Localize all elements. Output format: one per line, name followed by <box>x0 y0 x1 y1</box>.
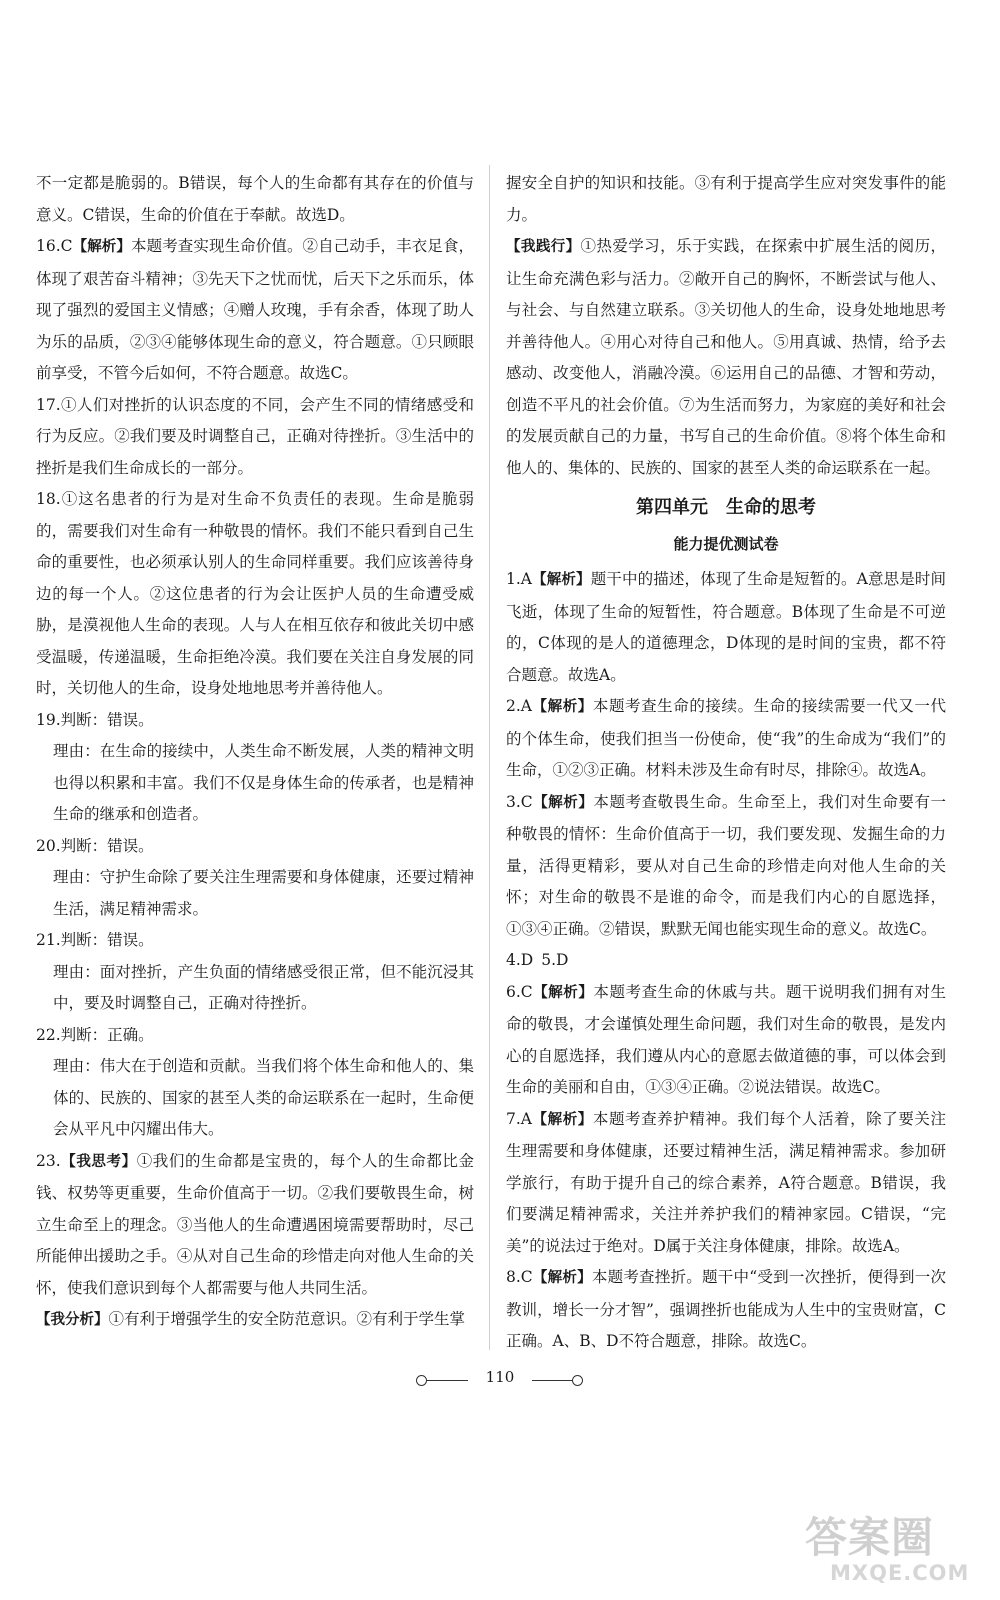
section-tag: 【解析】 <box>72 239 131 255</box>
answer-text: 判断：正确。 <box>60 1025 154 1044</box>
answer-paragraph <box>36 705 474 737</box>
answer-text: 本题考查敬畏生命。生命至上，我们对生命要有一种敬畏的情怀：生命价值高于一切，我们要发现、发掘生命的力量，活得更精彩，要从对自己生命的珍惜走向对他人生命的关怀；对生命的敬畏不是谁的命令，而是我们内心的自愿选择，①③④正确。②错误，默默无闻也能实现生命的意义。故选C。 <box>506 792 946 938</box>
footer-ornament-left <box>416 1375 427 1386</box>
question-number: 8.C <box>506 1268 533 1286</box>
answer-paragraph <box>506 945 946 977</box>
question-number: 23. <box>36 1151 61 1170</box>
section-tag: 【解析】 <box>532 1270 592 1286</box>
answer-text: 5.D <box>541 951 569 969</box>
watermark-logo <box>800 1505 980 1595</box>
answer-paragraph <box>36 831 474 863</box>
answer-text: 判断：错误。 <box>60 836 154 855</box>
answer-text: 不一定都是脆弱的。B错误，每个人的生命都有其存在的价值与意义。C错误，生命的价值在于奉献。故选D。 <box>36 174 474 224</box>
page-footer <box>0 1358 1000 1398</box>
right-column-continued <box>506 168 946 484</box>
watermark-url: MXQE.COM <box>830 1561 970 1585</box>
question-number: 20. <box>36 836 61 855</box>
answer-paragraph <box>36 231 474 390</box>
answer-text: ①我们的生命都是宝贵的，每个人的生命都比金钱、权势等更重要，生命价值高于一切。②我们要敬畏生命，树立生命至上的理念。③当他人的生命遭遇困境需要帮助时，尽己所能伸出援助之手。④从对自己生命的珍惜走向对他人生命的关怀，使我们意识到每个人都需要与他人共同生活。 <box>36 1151 474 1297</box>
question-number: 16.C <box>36 237 73 255</box>
question-number: 4.D <box>506 951 534 969</box>
section-tag: 【解析】 <box>531 699 593 715</box>
answer-text: 题干中的描述，体现了生命是短暂的。A意思是时间飞逝，体现了生命的短暂性，符合题意。B体现了生命是不可逆的，C体现的是人的道德理念，D体现的是时间的宝贵，都不符合题意。故选A。 <box>506 570 947 684</box>
answer-text: 本题考查生命的休戚与共。题干说明我们拥有对生命的敬畏，才会谨慎处理生命问题，我们对生命的敬畏，是发内心的自愿选择，我们遵从内心的意愿去做道德的事，可以体会到生命的美丽和自由，①③④正确。②说法错误。故选C。 <box>506 982 946 1096</box>
answer-text: ①这名患者的行为是对生命不负责任的表现。生命是脆弱的，需要我们对生命有一种敬畏的情怀。我们不能只看到自己生命的重要性，也必须承认别人的生命同样重要。我们应该善待身边的每一个人。②这位患者的行为会让医护人员的生命遭受威胁，是漠视他人生命的表现。人与人在相互依存和彼此关切中感受温暖，传递温暖，生命拒绝冷漠。我们要在关注自身发展的同时，关切他人的生命，设身处地地思考并善待他人。 <box>36 490 474 697</box>
section-tag: 【我思考】 <box>60 1153 137 1170</box>
answer-text: 理由：守护生命除了要关注生理需要和身体健康，还要过精神生活，满足精神需求。 <box>53 868 474 918</box>
question-number: 21. <box>36 931 61 949</box>
question-number: 1.A <box>506 570 532 588</box>
answer-paragraph <box>36 1304 474 1337</box>
answer-text: 判断：错误。 <box>60 710 154 729</box>
answer-paragraph <box>506 787 946 946</box>
answer-paragraph <box>36 168 474 231</box>
answer-paragraph <box>506 1262 946 1358</box>
answer-text: 理由：在生命的接续中，人类生命不断发展，人类的精神文明也得以积累和丰富。我们不仅是身体生命的传承者，也是精神生命的继承和创造者。 <box>53 742 474 823</box>
answer-paragraph <box>506 564 946 691</box>
answer-paragraph <box>36 484 474 705</box>
section-subtitle: 能力提优测试卷 <box>673 535 779 553</box>
answer-text: 判断：错误。 <box>60 931 154 949</box>
answer-text: 理由：伟大在于创造和贡献。当我们将个体生命和他人的、集体的、民族的、国家的甚至人类的命运联系在一起时，生命便会从平凡中闪耀出伟大。 <box>53 1057 474 1138</box>
question-number: 22. <box>36 1025 61 1044</box>
answer-text: ①热爱学习，乐于实践，在探索中扩展生活的阅历，让生命充满色彩与活力。②敞开自己的胸怀，不断尝试与他人、与社会、与自然建立联系。③关切他人的生命，设身处地地思考并善待他人。④用心对待自己和他人。⑤用真诚、热情，给予去感动、改变他人，消融冷漠。⑥运用自己的品德、才智和劳动，创造不平凡的社会价值。⑦为生活而努力，为家庭的美好和社会的发展贡献自己的力量，书写自己的生命价值。⑧将个体生命和他人的、集体的、民族的、国家的甚至人类的命运联系在一起。 <box>506 237 946 477</box>
answer-text: 握安全自护的知识和技能。③有利于提高学生应对突发事件的能力。 <box>506 174 946 224</box>
watermark-text: 答案圈 <box>805 1513 935 1562</box>
page-number: 110 <box>470 1368 530 1386</box>
question-number: 3.C <box>506 792 533 811</box>
answer-paragraph <box>36 1146 474 1305</box>
answer-text: 理由：面对挫折，产生负面的情绪感受很正常，但不能沉浸其中，要及时调整自己，正确对待挫折。 <box>53 962 474 1012</box>
answer-text: 本题考查实现生命价值。②自己动手，丰衣足食，体现了艰苦奋斗精神；③先天下之忧而忧，后天下之乐而乐，体现了强烈的爱国主义情感；④赠人玫瑰，手有余香，体现了助人为乐的品质，②③④能够体现生命的意义，符合题意。①只顾眼前享受，不管今后如何，不符合题意。故选C。 <box>36 237 474 382</box>
answer-text: 本题考查挫折。题干中“受到一次挫折，便得到一次教训，增长一分才智”，强调挫折也能成为人生中的宝贵财富，C正确。A、B、D不符合题意，排除。故选C。 <box>506 1268 946 1350</box>
answer-paragraph <box>36 390 474 485</box>
answer-text: ①人们对挫折的认识态度的不同，会产生不同的情绪感受和行为反应。②我们要及时调整自己，正确对待挫折。③生活中的挫折是我们生命成长的一部分。 <box>36 395 474 477</box>
answer-paragraph <box>36 736 474 831</box>
answer-paragraph <box>36 957 474 1020</box>
answer-text: 本题考查养护精神。我们每个人活着，除了要关注生理需要和身体健康，还要过精神生活，满足精神需求。参加研学旅行，有助于提升自己的综合素养，A符合题意。B错误，我们要满足精神需求，关注并养护我们的精神家园。C错误，“完美”的说法过于绝对。D属于关注身体健康，排除。故选A。 <box>506 1109 946 1255</box>
section-tag: 【解析】 <box>531 572 591 588</box>
answer-paragraph <box>506 231 946 484</box>
section-tag: 【我践行】 <box>506 239 581 255</box>
question-number: 17. <box>36 395 61 414</box>
section-tag: 【我分析】 <box>36 1312 109 1328</box>
question-number: 19. <box>36 710 61 729</box>
question-number: 18. <box>36 490 61 508</box>
footer-ornament-right <box>572 1375 583 1386</box>
answer-text: 本题考查生命的接续。生命的接续需要一代又一代的个体生命，使我们担当一份使命，使“我”的生命成为“我们”的生命，①②③正确。材料未涉及生命有时尽，排除④。故选A。 <box>506 697 946 779</box>
left-column <box>36 168 474 1337</box>
answer-text: ①有利于增强学生的安全防范意识。②有利于学生掌 <box>108 1310 466 1328</box>
answer-paragraph <box>506 691 946 787</box>
answer-paragraph <box>36 925 474 957</box>
answer-paragraph <box>36 862 474 925</box>
section-tag: 【解析】 <box>532 794 594 811</box>
column-divider <box>489 165 490 1350</box>
section-tag: 【解析】 <box>531 1111 593 1128</box>
answer-paragraph <box>506 977 946 1104</box>
section-tag: 【解析】 <box>532 984 594 1001</box>
unit-title: 第四单元 生命的思考 <box>636 497 816 518</box>
answer-paragraph <box>36 1051 474 1146</box>
right-column <box>506 168 946 1358</box>
answer-paragraph <box>506 168 946 231</box>
answer-paragraph <box>36 1020 474 1052</box>
question-number: 7.A <box>506 1109 532 1128</box>
answer-list <box>506 564 946 1358</box>
question-number: 2.A <box>506 697 532 715</box>
answer-paragraph <box>506 1104 946 1263</box>
question-number: 6.C <box>506 982 533 1001</box>
